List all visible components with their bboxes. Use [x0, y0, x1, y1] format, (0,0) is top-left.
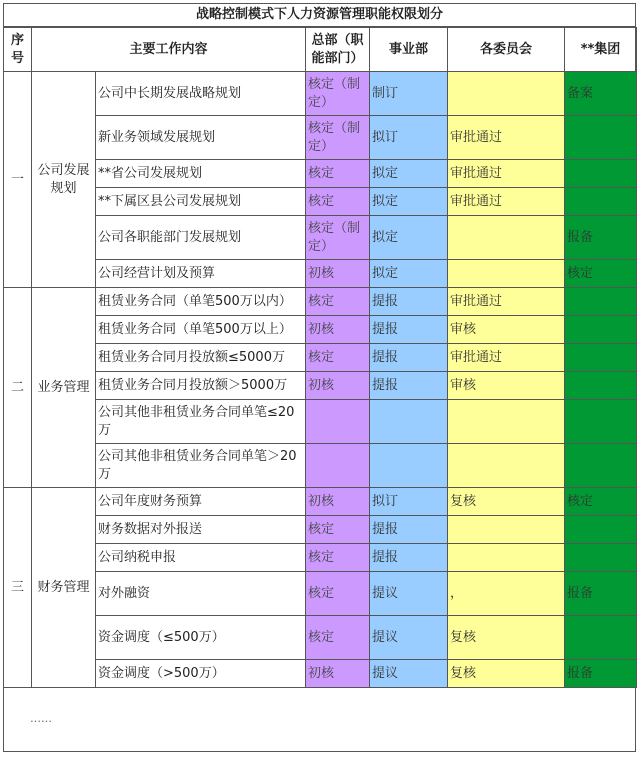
hq-cell: 核定 — [306, 616, 370, 660]
hq-cell: 核定 — [306, 288, 370, 316]
table-row — [4, 372, 637, 400]
authority-table — [3, 27, 637, 688]
header-group: **集团 — [565, 28, 637, 72]
work-item: **下属区县公司发展规划 — [96, 188, 306, 216]
work-item: 财务数据对外报送 — [96, 516, 306, 544]
section-category: 财务管理 — [32, 488, 96, 688]
group-cell — [565, 116, 637, 160]
committee-cell — [448, 216, 565, 260]
group-cell — [565, 372, 637, 400]
committee-cell: 审批通过 — [448, 288, 565, 316]
work-item: 公司中长期发展战略规划 — [96, 72, 306, 116]
section-category: 公司发展规划 — [32, 72, 96, 288]
table-row — [4, 216, 637, 260]
business-unit-cell: 提议 — [370, 660, 448, 688]
table-row — [4, 160, 637, 188]
table-row — [4, 572, 637, 616]
business-unit-cell: 提报 — [370, 516, 448, 544]
group-cell — [565, 160, 637, 188]
business-unit-cell: 提报 — [370, 372, 448, 400]
business-unit-cell: 提报 — [370, 316, 448, 344]
work-item: 公司各职能部门发展规划 — [96, 216, 306, 260]
table-row — [4, 516, 637, 544]
committee-cell: 审批通过 — [448, 160, 565, 188]
group-cell — [565, 444, 637, 488]
group-cell: 报备 — [565, 660, 637, 688]
section-number: 一 — [4, 72, 32, 288]
group-cell — [565, 544, 637, 572]
work-item: 公司其他非租赁业务合同单笔＞20万 — [96, 444, 306, 488]
business-unit-cell — [370, 444, 448, 488]
work-item: 资金调度（>500万） — [96, 660, 306, 688]
group-cell — [565, 344, 637, 372]
hq-cell: 核定 — [306, 160, 370, 188]
work-item: **省公司发展规划 — [96, 160, 306, 188]
hq-cell: 初核 — [306, 316, 370, 344]
table-row — [4, 344, 637, 372]
table-row — [4, 288, 637, 316]
table-row — [4, 72, 637, 116]
header-seq: 序号 — [4, 28, 32, 72]
hq-cell: 核定（制定） — [306, 116, 370, 160]
header-hq: 总部（职能部门） — [306, 28, 370, 72]
hq-cell: 初核 — [306, 488, 370, 516]
committee-cell: 审批通过 — [448, 188, 565, 216]
header-row — [4, 28, 637, 72]
footer-note: …… — [30, 712, 52, 725]
committee-cell — [448, 516, 565, 544]
document-title: 战略控制模式下人力资源管理职能权限划分 — [3, 3, 636, 27]
work-item: 对外融资 — [96, 572, 306, 616]
business-unit-cell: 提议 — [370, 616, 448, 660]
work-item: 租赁业务合同（单笔500万以上） — [96, 316, 306, 344]
group-cell: 报备 — [565, 216, 637, 260]
hq-cell: 初核 — [306, 260, 370, 288]
committee-cell — [448, 72, 565, 116]
business-unit-cell: 提报 — [370, 544, 448, 572]
table-row — [4, 616, 637, 660]
table-row — [4, 444, 637, 488]
hq-cell: 核定（制定） — [306, 72, 370, 116]
hq-cell: 核定（制定） — [306, 216, 370, 260]
business-unit-cell: 拟定 — [370, 216, 448, 260]
group-cell: 核定 — [565, 488, 637, 516]
business-unit-cell: 提议 — [370, 572, 448, 616]
group-cell: 备案 — [565, 72, 637, 116]
committee-cell: 审核 — [448, 372, 565, 400]
table-row — [4, 188, 637, 216]
work-item: 资金调度（≤500万） — [96, 616, 306, 660]
hq-cell: 核定 — [306, 344, 370, 372]
work-item: 租赁业务合同（单笔500万以内） — [96, 288, 306, 316]
table-row — [4, 316, 637, 344]
section-category: 业务管理 — [32, 288, 96, 488]
committee-cell — [448, 544, 565, 572]
committee-cell: 审批通过 — [448, 116, 565, 160]
committee-cell: 复核 — [448, 660, 565, 688]
committee-cell — [448, 400, 565, 444]
hq-cell — [306, 444, 370, 488]
group-cell: 核定 — [565, 260, 637, 288]
committee-cell: 审批通过 — [448, 344, 565, 372]
committee-cell — [448, 444, 565, 488]
business-unit-cell: 提报 — [370, 344, 448, 372]
hq-cell: 初核 — [306, 660, 370, 688]
work-item: 公司纳税申报 — [96, 544, 306, 572]
hq-cell: 核定 — [306, 188, 370, 216]
hq-cell: 初核 — [306, 372, 370, 400]
section-number: 二 — [4, 288, 32, 488]
business-unit-cell: 制订 — [370, 72, 448, 116]
committee-cell: 审核 — [448, 316, 565, 344]
work-item: 租赁业务合同月投放额≤5000万 — [96, 344, 306, 372]
committee-cell: 复核 — [448, 488, 565, 516]
header-work: 主要工作内容 — [32, 28, 306, 72]
work-item: 公司经营计划及预算 — [96, 260, 306, 288]
table-row — [4, 488, 637, 516]
section-number: 三 — [4, 488, 32, 688]
table-row — [4, 260, 637, 288]
table-row — [4, 660, 637, 688]
hq-cell: 核定 — [306, 572, 370, 616]
committee-cell: ， — [448, 572, 565, 616]
group-cell — [565, 400, 637, 444]
business-unit-cell — [370, 400, 448, 444]
committee-cell — [448, 260, 565, 288]
business-unit-cell: 拟订 — [370, 116, 448, 160]
table-row — [4, 400, 637, 444]
work-item: 新业务领域发展规划 — [96, 116, 306, 160]
committee-cell: 复核 — [448, 616, 565, 660]
work-item: 公司年度财务预算 — [96, 488, 306, 516]
header-bu: 事业部 — [370, 28, 448, 72]
work-item: 公司其他非租赁业务合同单笔≤20万 — [96, 400, 306, 444]
group-cell: 报备 — [565, 572, 637, 616]
group-cell — [565, 288, 637, 316]
work-item: 租赁业务合同月投放额＞5000万 — [96, 372, 306, 400]
business-unit-cell: 拟定 — [370, 188, 448, 216]
table-row — [4, 116, 637, 160]
group-cell — [565, 316, 637, 344]
header-committee: 各委员会 — [448, 28, 565, 72]
hq-cell: 核定 — [306, 516, 370, 544]
table-row — [4, 544, 637, 572]
group-cell — [565, 516, 637, 544]
business-unit-cell: 拟订 — [370, 488, 448, 516]
business-unit-cell: 拟定 — [370, 160, 448, 188]
hq-cell: 核定 — [306, 544, 370, 572]
business-unit-cell: 提报 — [370, 288, 448, 316]
group-cell — [565, 616, 637, 660]
hq-cell — [306, 400, 370, 444]
group-cell — [565, 188, 637, 216]
business-unit-cell: 拟定 — [370, 260, 448, 288]
